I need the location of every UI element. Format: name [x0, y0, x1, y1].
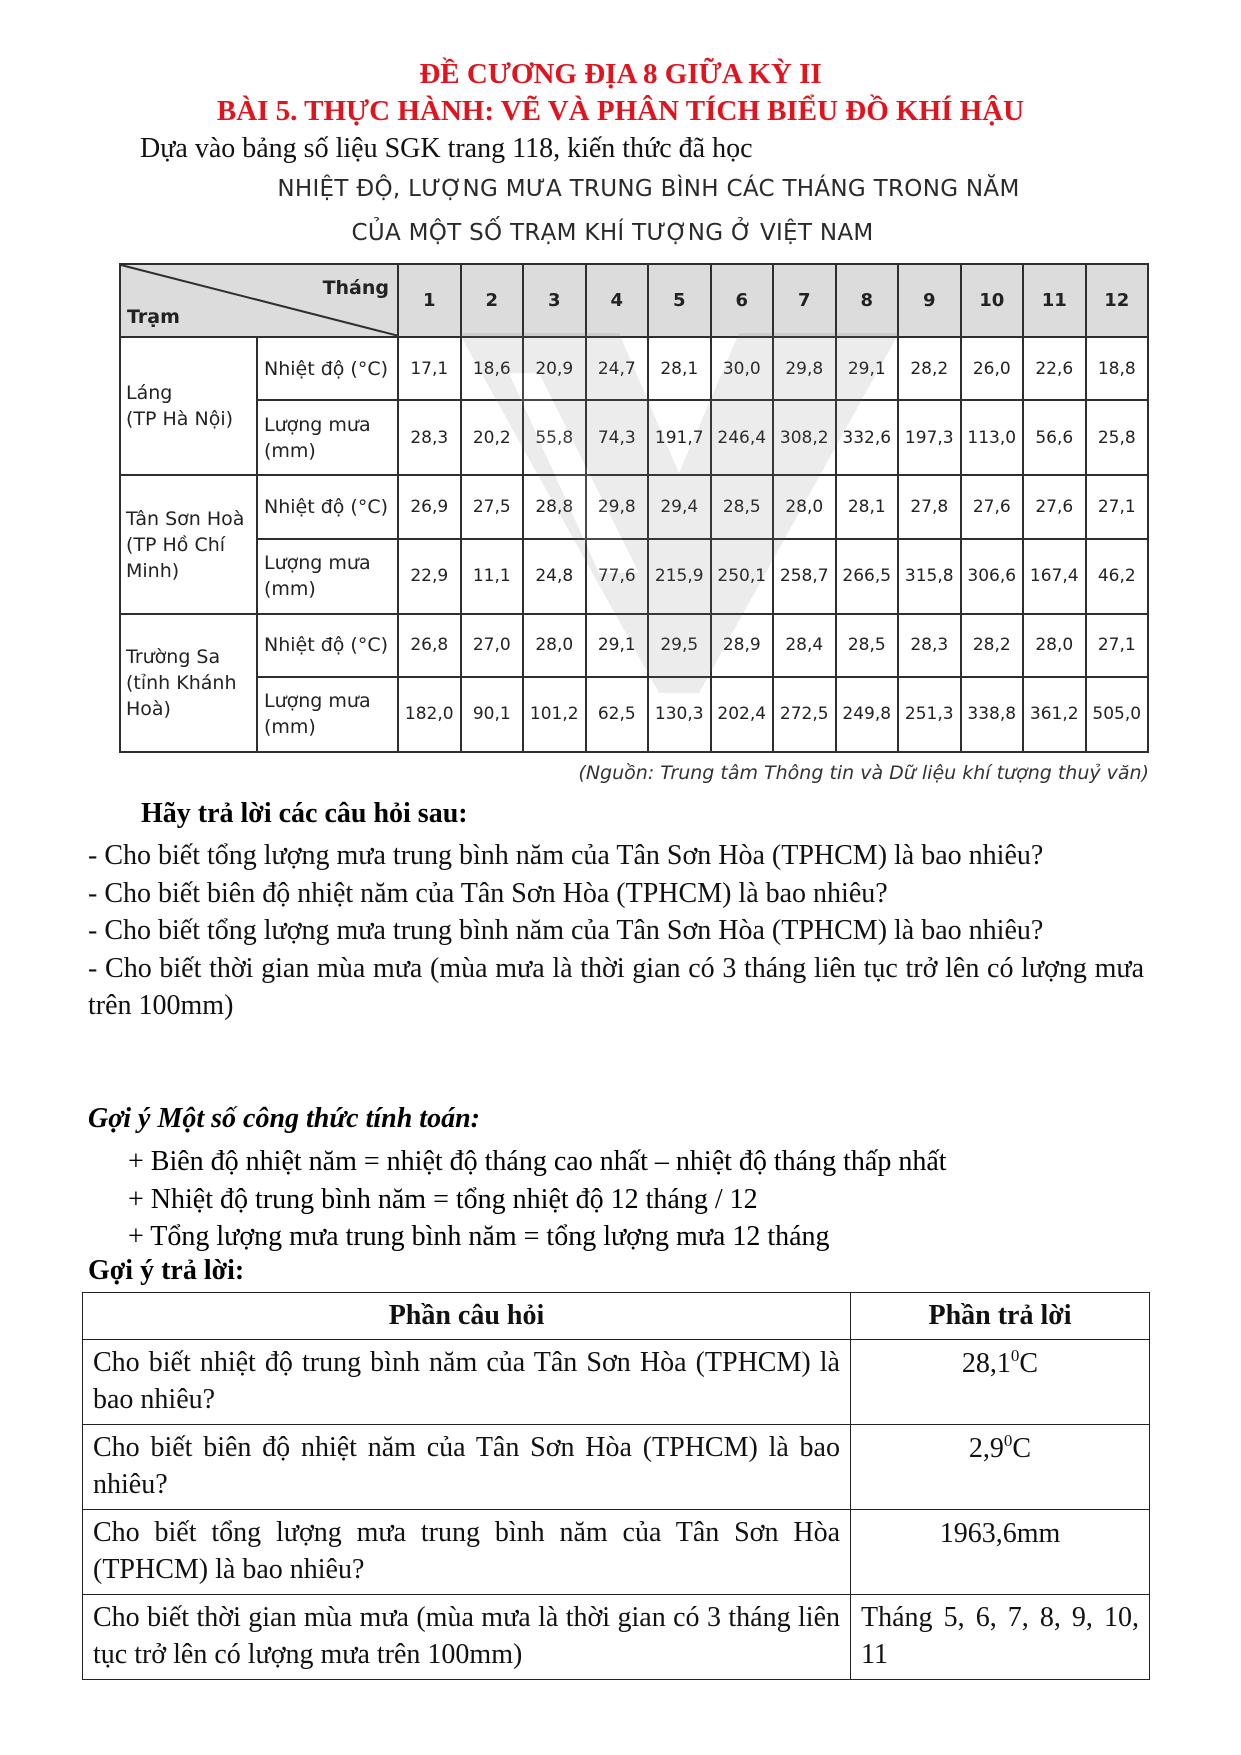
rainfall-value: 308,2: [773, 400, 836, 475]
temperature-value: 26,8: [398, 614, 461, 677]
rainfall-value: 182,0: [398, 677, 461, 752]
rainfall-value: 62,5: [586, 677, 649, 752]
questions-list: [88, 837, 1144, 1025]
temperature-value: 28,3: [898, 614, 961, 677]
rainfall-value: 191,7: [648, 400, 711, 475]
formula-list: [128, 1143, 947, 1256]
answer-row: [83, 1595, 1150, 1680]
temperature-row: [120, 614, 1148, 677]
rainfall-value: 338,8: [961, 677, 1024, 752]
answer-table-header: [83, 1293, 1150, 1340]
formula-item: + Nhiệt độ trung bình năm = tổng nhiệt độ 12 tháng / 12: [128, 1183, 758, 1215]
rainfall-value: 25,8: [1086, 400, 1149, 475]
temperature-value: 20,9: [523, 337, 586, 400]
month-header-cell: 8: [836, 264, 899, 337]
rainfall-value: 74,3: [586, 400, 649, 475]
rainfall-value: 250,1: [711, 539, 774, 614]
temperature-label: Nhiệt độ (°C): [257, 475, 398, 538]
temperature-value: 27,1: [1086, 475, 1149, 538]
answer-cell: Tháng 5, 6, 7, 8, 9, 10, 11: [851, 1595, 1150, 1680]
temperature-value: 28,5: [711, 475, 774, 538]
temperature-value: 26,9: [398, 475, 461, 538]
temperature-value: 29,5: [648, 614, 711, 677]
formula-item: + Biên độ nhiệt năm = nhiệt độ tháng cao nhất – nhiệt độ tháng thấp nhất: [128, 1146, 947, 1177]
temperature-value: 28,5: [836, 614, 899, 677]
temperature-value: 27,0: [461, 614, 524, 677]
rainfall-value: 56,6: [1023, 400, 1086, 475]
temperature-value: 28,1: [648, 337, 711, 400]
rainfall-value: 332,6: [836, 400, 899, 475]
rainfall-row: [120, 400, 1148, 475]
answer-cell: 1963,6mm: [851, 1510, 1150, 1595]
month-header-cell: 11: [1023, 264, 1086, 337]
station-location: (TP Hà Nội): [126, 408, 234, 431]
rainfall-value: 167,4: [1023, 539, 1086, 614]
temperature-value: 27,8: [898, 475, 961, 538]
station-name: Tân Sơn Hoà: [126, 507, 245, 530]
column-header-question: Phần câu hỏi: [83, 1293, 851, 1340]
temperature-value: 29,1: [836, 337, 899, 400]
temperature-value: 27,6: [1023, 475, 1086, 538]
rainfall-value: 11,1: [461, 539, 524, 614]
rainfall-value: 24,8: [523, 539, 586, 614]
temperature-value: 28,9: [711, 614, 774, 677]
table-caption-line1: NHIỆT ĐỘ, LƯỢNG MƯA TRUNG BÌNH CÁC THÁNG TRONG NĂM: [277, 176, 1020, 202]
header-diagonal-cell: [120, 264, 398, 337]
station-location: Minh): [126, 559, 180, 582]
temperature-value: 18,8: [1086, 337, 1149, 400]
answer-row: [83, 1340, 1150, 1425]
rainfall-value: 28,3: [398, 400, 461, 475]
month-header-cell: 2: [461, 264, 524, 337]
temperature-value: 22,6: [1023, 337, 1086, 400]
station-name-cell: [120, 475, 257, 613]
month-header-cell: 6: [711, 264, 774, 337]
table-caption-line2: CỦA MỘT SỐ TRẠM KHÍ TƯỢNG Ở VIỆT NAM: [351, 220, 874, 246]
rainfall-value: 46,2: [1086, 539, 1149, 614]
rainfall-value: 258,7: [773, 539, 836, 614]
question-cell: Cho biết thời gian mùa mưa (mùa mưa là thời gian có 3 tháng liên tục trở lên có lượng mưa trên 100mm): [83, 1595, 851, 1680]
temperature-value: 28,4: [773, 614, 836, 677]
temperature-label: Nhiệt độ (°C): [257, 614, 398, 677]
station-location: (tỉnh Khánh: [126, 671, 237, 694]
rainfall-label: Lượng mưa (mm): [257, 539, 398, 614]
header-station-label: Trạm: [127, 306, 180, 329]
temperature-value: 24,7: [586, 337, 649, 400]
temperature-label: Nhiệt độ (°C): [257, 337, 398, 400]
rainfall-value: 361,2: [1023, 677, 1086, 752]
questions-heading: Hãy trả lời các câu hỏi sau:: [141, 798, 468, 829]
rainfall-value: 246,4: [711, 400, 774, 475]
temperature-value: 26,0: [961, 337, 1024, 400]
rainfall-value: 215,9: [648, 539, 711, 614]
temperature-value: 28,0: [523, 614, 586, 677]
temperature-value: 29,4: [648, 475, 711, 538]
station-name: Trường Sa: [126, 645, 221, 668]
question-item: - Cho biết tổng lượng mưa trung bình năm của Tân Sơn Hòa (TPHCM) là bao nhiêu?: [88, 915, 1044, 946]
month-header-cell: 1: [398, 264, 461, 337]
rainfall-value: 101,2: [523, 677, 586, 752]
rainfall-row: [120, 677, 1148, 752]
temperature-value: 27,1: [1086, 614, 1149, 677]
formula-item: + Tổng lượng mưa trung bình năm = tổng lượng mưa 12 tháng: [128, 1221, 830, 1252]
rainfall-value: 55,8: [523, 400, 586, 475]
table-header-row: [120, 264, 1148, 337]
temperature-value: 30,0: [711, 337, 774, 400]
question-item: - Cho biết thời gian mùa mưa (mùa mưa là thời gian có 3 tháng liên tục trở lên có lượng mưa trên 100mm): [88, 952, 1144, 1021]
temperature-value: 28,2: [961, 614, 1024, 677]
rainfall-value: 197,3: [898, 400, 961, 475]
column-header-answer: Phần trả lời: [851, 1293, 1150, 1340]
temperature-value: 28,0: [773, 475, 836, 538]
answer-row: [83, 1510, 1150, 1595]
temperature-value: 28,2: [898, 337, 961, 400]
temperature-value: 28,8: [523, 475, 586, 538]
month-header-cell: 3: [523, 264, 586, 337]
question-cell: Cho biết biên độ nhiệt năm của Tân Sơn Hòa (TPHCM) là bao nhiêu?: [83, 1425, 851, 1510]
intro-text: Dựa vào bảng số liệu SGK trang 118, kiến thức đã học: [140, 133, 753, 164]
document-title: ĐỀ CƯƠNG ĐỊA 8 GIỮA KỲ II: [419, 58, 822, 90]
lesson-title: BÀI 5. THỰC HÀNH: VẼ VÀ PHÂN TÍCH BIỂU ĐỒ KHÍ HẬU: [216, 95, 1025, 127]
answer-heading: Gợi ý trả lời:: [88, 1255, 245, 1286]
station-location: (TP Hồ Chí: [126, 533, 226, 556]
answer-cell: $2,9^0C$: [851, 1425, 1150, 1510]
rainfall-value: 266,5: [836, 539, 899, 614]
answer-table: [82, 1292, 1150, 1680]
month-header-cell: 4: [586, 264, 649, 337]
temperature-value: 27,6: [961, 475, 1024, 538]
month-header-cell: 7: [773, 264, 836, 337]
temperature-value: 27,5: [461, 475, 524, 538]
temperature-value: 18,6: [461, 337, 524, 400]
answer-row: [83, 1425, 1150, 1510]
temperature-value: 28,0: [1023, 614, 1086, 677]
rainfall-label: Lượng mưa (mm): [257, 677, 398, 752]
temperature-value: 29,8: [773, 337, 836, 400]
temperature-value: 29,1: [586, 614, 649, 677]
month-header-cell: 5: [648, 264, 711, 337]
header-month-label: Tháng: [322, 277, 389, 300]
rainfall-value: 306,6: [961, 539, 1024, 614]
temperature-row: [120, 475, 1148, 538]
station-name-cell: [120, 337, 257, 475]
temperature-value: 28,1: [836, 475, 899, 538]
month-header-cell: 10: [961, 264, 1024, 337]
rainfall-value: 113,0: [961, 400, 1024, 475]
temperature-value: 17,1: [398, 337, 461, 400]
question-cell: Cho biết tổng lượng mưa trung bình năm của Tân Sơn Hòa (TPHCM) là bao nhiêu?: [83, 1510, 851, 1595]
temperature-row: [120, 337, 1148, 400]
rainfall-value: 315,8: [898, 539, 961, 614]
month-header-cell: 12: [1086, 264, 1149, 337]
station-name-cell: [120, 614, 257, 752]
climate-data-table: [119, 263, 1149, 753]
station-name: Láng: [126, 382, 173, 405]
rainfall-value: 202,4: [711, 677, 774, 752]
rainfall-label: Lượng mưa (mm): [257, 400, 398, 475]
rainfall-value: 249,8: [836, 677, 899, 752]
question-cell: Cho biết nhiệt độ trung bình năm của Tân Sơn Hòa (TPHCM) là bao nhiêu?: [83, 1340, 851, 1425]
rainfall-value: 22,9: [398, 539, 461, 614]
rainfall-value: 130,3: [648, 677, 711, 752]
temperature-value: 29,8: [586, 475, 649, 538]
hint-heading: Gợi ý Một số công thức tính toán:: [88, 1103, 480, 1134]
station-location: Hoà): [126, 697, 171, 720]
question-item: - Cho biết biên độ nhiệt năm của Tân Sơn Hòa (TPHCM) là bao nhiêu?: [88, 877, 888, 909]
rainfall-value: 272,5: [773, 677, 836, 752]
rainfall-value: 90,1: [461, 677, 524, 752]
rainfall-row: [120, 539, 1148, 614]
rainfall-value: 251,3: [898, 677, 961, 752]
rainfall-value: 20,2: [461, 400, 524, 475]
data-source-note: (Nguồn: Trung tâm Thông tin và Dữ liệu khí tượng thuỷ văn): [578, 762, 1149, 784]
answer-cell: 28,1$^0$C: [851, 1340, 1150, 1425]
rainfall-value: 77,6: [586, 539, 649, 614]
month-header-cell: 9: [898, 264, 961, 337]
question-item: - Cho biết tổng lượng mưa trung bình năm của Tân Sơn Hòa (TPHCM) là bao nhiêu?: [88, 840, 1044, 871]
rainfall-value: 505,0: [1086, 677, 1149, 752]
climate-data-table-wrapper: [119, 263, 1149, 753]
